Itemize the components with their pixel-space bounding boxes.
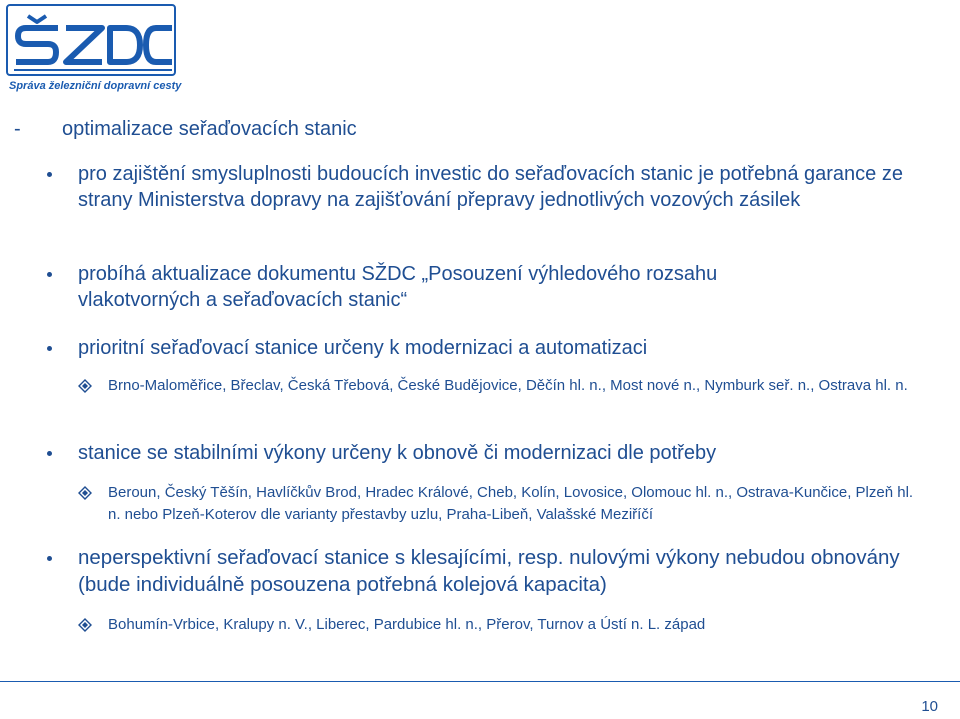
diamond-bullet-icon	[78, 379, 92, 393]
logo-tagline: Správa železniční dopravní cesty	[9, 80, 182, 92]
bullet-text: pro zajištění smysluplnosti budoucích investic do seřaďovacích stanic je potřebná garance ze strany Ministerstva dopravy na zajišťování přepravy jednotlivých vozových zásilek	[78, 163, 903, 211]
bullet-dot-icon	[47, 346, 52, 351]
bullet-dot-icon	[47, 172, 52, 177]
heading-dash: -	[14, 118, 21, 140]
bullet-text: prioritní seřaďovací stanice určeny k modernizaci a automatizaci	[78, 337, 648, 359]
heading-text: optimalizace seřaďovacích stanic	[62, 118, 357, 140]
bullet-dot-icon	[47, 451, 52, 456]
bullet-dot-icon	[47, 272, 52, 277]
page-number: 10	[921, 698, 938, 715]
section-heading	[14, 118, 357, 141]
footer-divider	[0, 681, 960, 682]
bullet-text: neperspektivní seřaďovací stanice s klesajícími, resp. nulovými výkony nebudou obnovány (bude individuálně posouzena potřebná kolejová kapacita)	[78, 546, 900, 596]
bullet-text: stanice se stabilními výkony určeny k obnově či modernizaci dle potřeby	[78, 442, 717, 464]
diamond-bullet-icon	[78, 618, 92, 632]
sub-text: Bohumín-Vrbice, Kralupy n. V., Liberec, Pardubice hl. n., Přerov, Turnov a Ústí n. L. západ	[108, 616, 706, 633]
sub-text: Beroun, Český Těšín, Havlíčkův Brod, Hradec Králové, Cheb, Kolín, Lovosice, Olomouc hl. n., Ostrava-Kunčice, Plzeň hl. n. nebo Plzeň-Koterov dle varianty přestavby uzlu, Praha-Libeň, Valašské Meziříčí	[108, 484, 914, 523]
bullet-text: probíhá aktualizace dokumentu SŽDC „Posouzení výhledového rozsahu vlakotvorných a seřaďovacích stanic“	[78, 263, 718, 311]
diamond-bullet-icon	[78, 486, 92, 500]
sub-text: Brno-Maloměřice, Břeclav, Česká Třebová, České Budějovice, Děčín hl. n., Most nové n., Nymburk seř. n., Ostrava hl. n.	[108, 377, 908, 394]
bullet-dot-icon	[47, 556, 52, 561]
